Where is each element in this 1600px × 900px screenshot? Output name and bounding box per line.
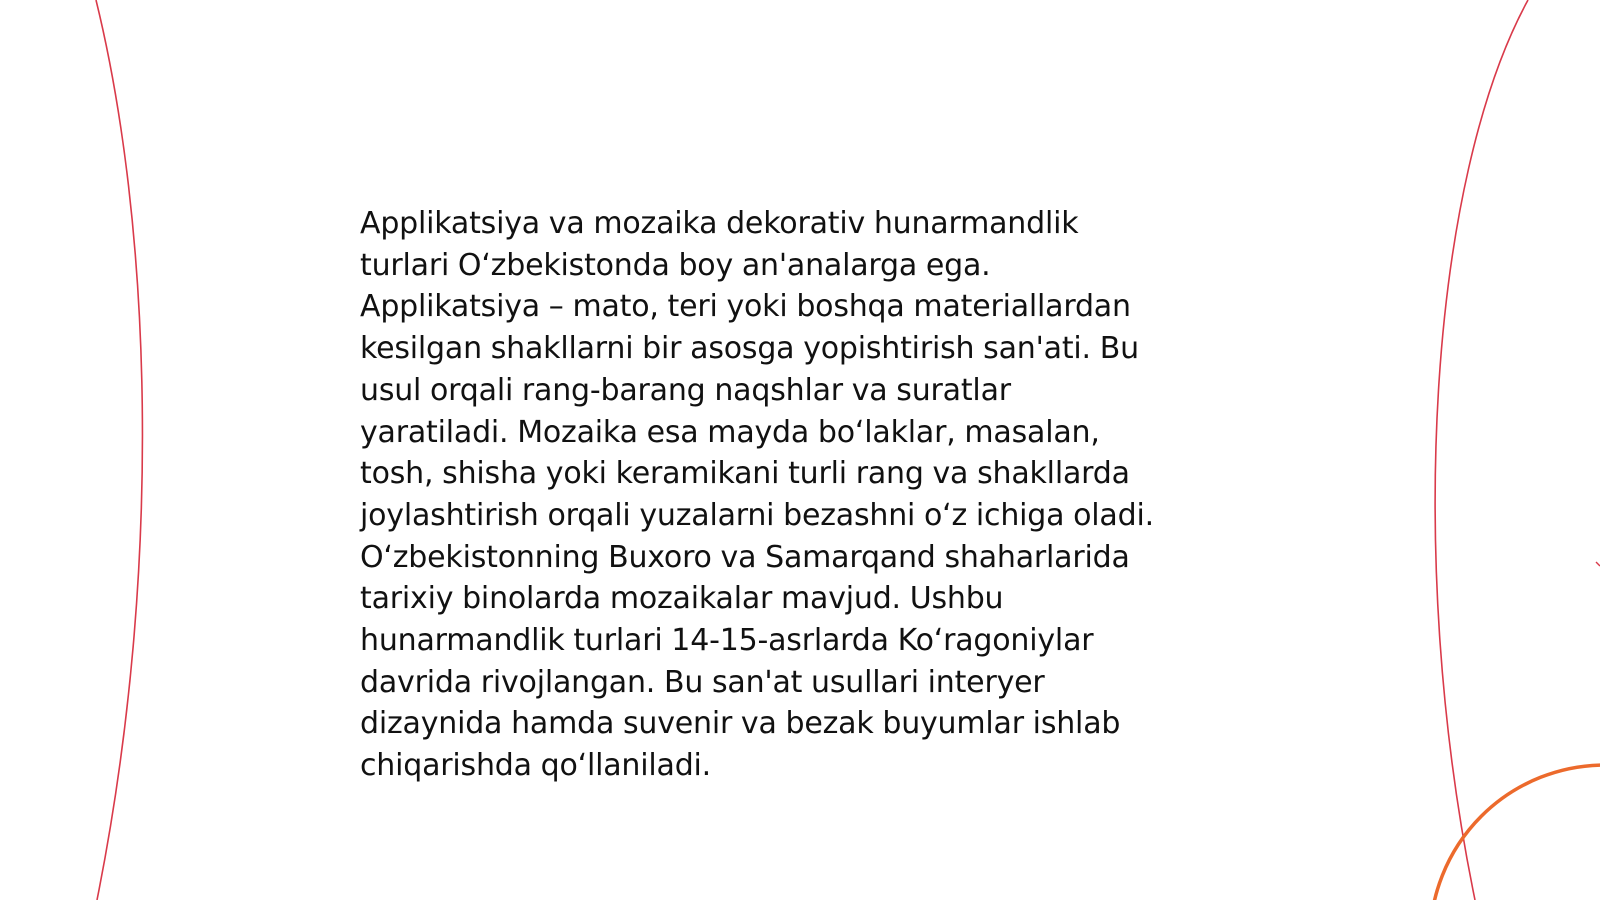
paragraph-line: hunarmandlik turlari 14-15-asrlarda Ko‘ragoniylar: [360, 623, 1094, 659]
small-red-tick: [1596, 562, 1600, 566]
left-curve: [96, 0, 142, 900]
paragraph-line: joylashtirish orqali yuzalarni bezashni o‘z ichiga oladi.: [360, 497, 1154, 533]
right-curve: [1435, 0, 1528, 900]
paragraph-line: turlari O‘zbekistonda boy an'analarga ega.: [360, 247, 991, 283]
paragraph-line: tarixiy binolarda mozaikalar mavjud. Ushbu: [360, 581, 1004, 617]
body-paragraph: [360, 203, 1240, 787]
paragraph-line: dizaynida hamda suvenir va bezak buyumlar ishlab: [360, 706, 1121, 742]
paragraph-line: Applikatsiya va mozaika dekorativ hunarmandlik: [360, 206, 1079, 241]
paragraph-line: kesilgan shakllarni bir asosga yopishtirish san'ati. Bu: [360, 331, 1139, 367]
paragraph-line: tosh, shisha yoki keramikani turli rang va shakllarda: [360, 456, 1130, 492]
paragraph-line: davrida rivojlangan. Bu san'at usullari interyer: [360, 664, 1045, 700]
paragraph-line: yaratiladi. Mozaika esa mayda bo‘laklar, masalan,: [360, 414, 1100, 450]
paragraph-line: usul orqali rang-barang naqshlar va suratlar: [360, 372, 1011, 408]
paragraph-line: Applikatsiya – mato, teri yoki boshqa materiallardan: [360, 289, 1131, 325]
paragraph-line: O‘zbekistonning Buxoro va Samarqand shaharlarida: [360, 539, 1130, 575]
paragraph-line: chiqarishda qo‘llaniladi.: [360, 748, 712, 784]
